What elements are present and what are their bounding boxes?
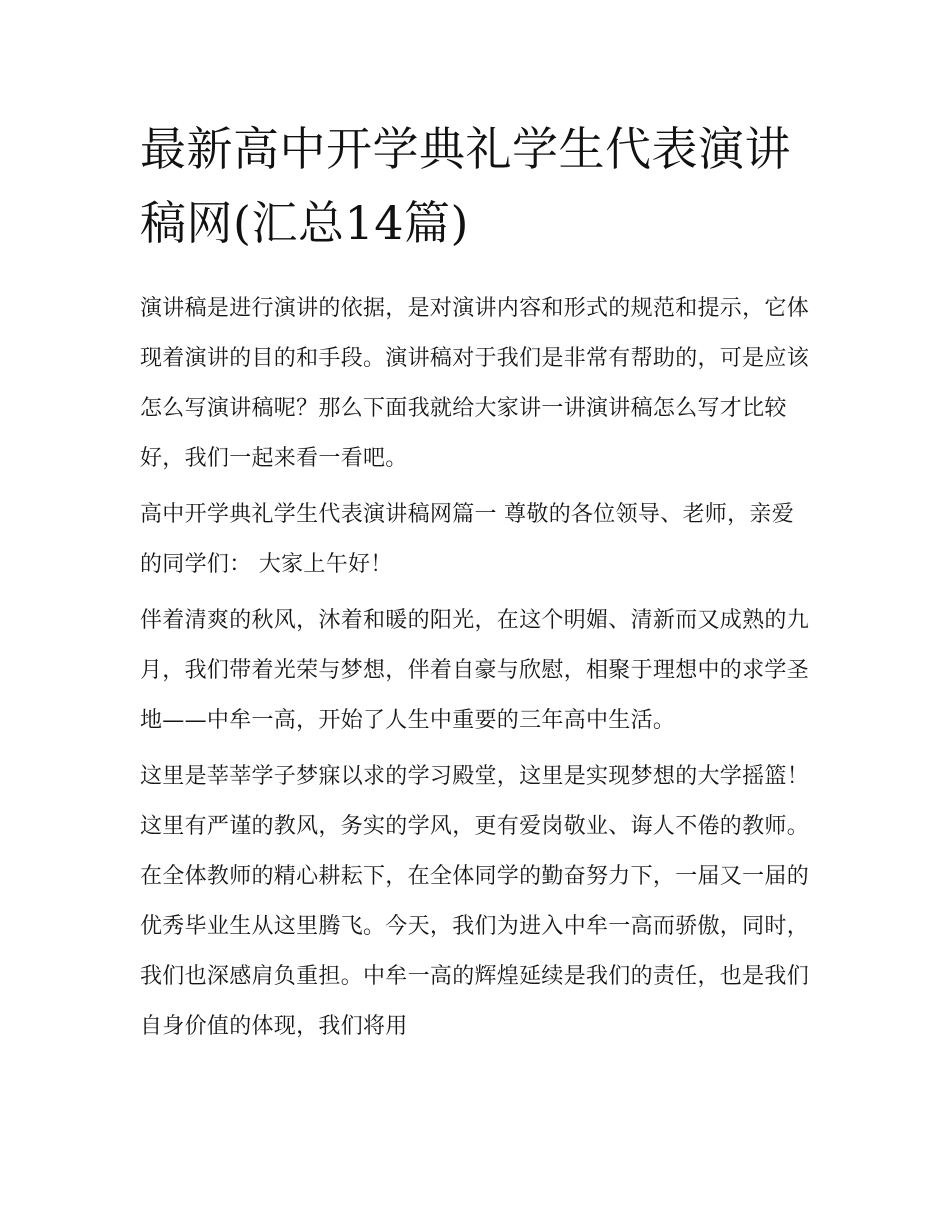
paragraph-greeting: 高中开学典礼学生代表演讲稿网篇一 尊敬的各位领导、老师，亲爱的同学们： 大家上午好！ bbox=[140, 502, 794, 577]
document-body bbox=[140, 284, 812, 1052]
document-title: 最新高中开学典礼学生代表演讲稿网(汇总14篇) bbox=[140, 122, 791, 250]
paragraph-autumn: 伴着清爽的秋风，沐着和暖的阳光，在这个明媚、清新而又成熟的九月，我们带着光荣与梦想，伴着自豪与欣慰，相聚于理想中的求学圣地——中牟一高，开始了人生中重要的三年高中生活。 bbox=[140, 608, 810, 733]
document-content bbox=[140, 112, 812, 1058]
paragraph-school: 这里是莘莘学子梦寐以求的学习殿堂，这里是实现梦想的大学摇篮！这里有严谨的教风，务实的学风，更有爱岗敬业、诲人不倦的教师。在全体教师的精心耕耘下，在全体同学的勤奋努力下，一届又一届的优秀毕业生从这里腾飞。今天，我们为进入中牟一高而骄傲，同时，我们也深感肩负重担。中牟一高的辉煌延续是我们的责任，也是我们自身价值的体现，我们将用 bbox=[140, 764, 810, 1039]
paragraph-intro: 演讲稿是进行演讲的依据，是对演讲内容和形式的规范和提示，它体现着演讲的目的和手段。演讲稿对于我们是非常有帮助的，可是应该怎么写演讲稿呢？那么下面我就给大家讲一讲演讲稿怎么写才比较好，我们一起来看一看吧。 bbox=[140, 296, 810, 471]
